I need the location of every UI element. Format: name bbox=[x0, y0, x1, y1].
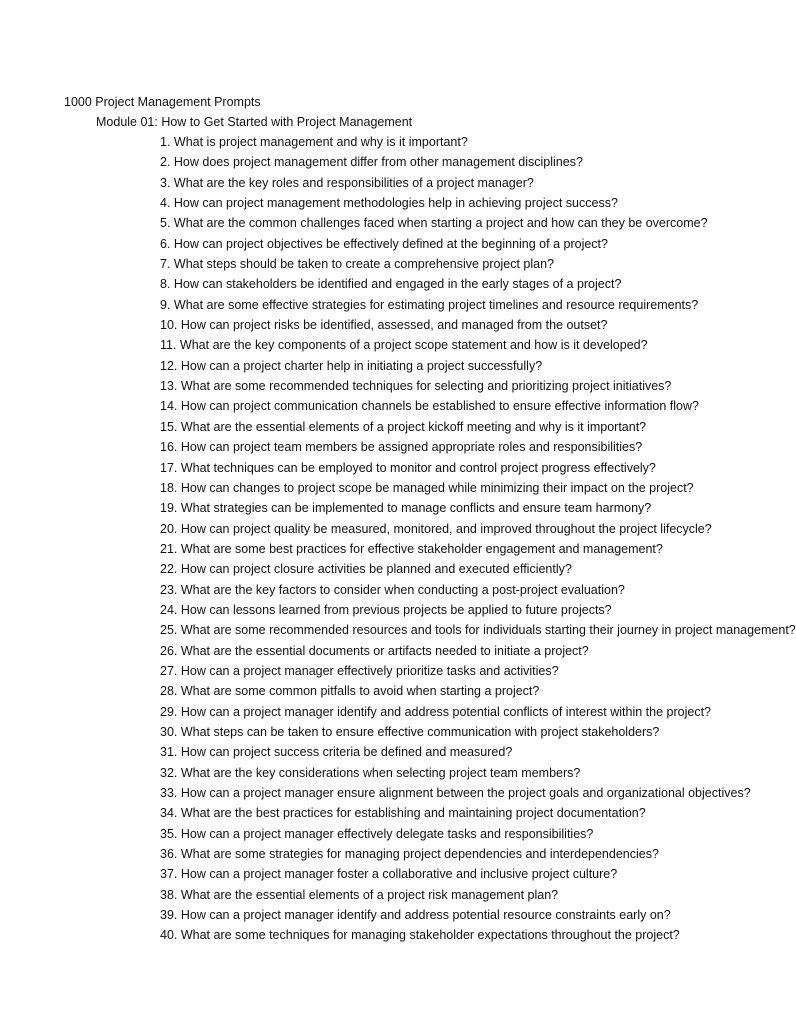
question-item: 19. What strategies can be implemented to manage conflicts and ensure team harmony? bbox=[160, 501, 652, 516]
question-item: 21. What are some best practices for effective stakeholder engagement and management? bbox=[160, 541, 663, 556]
question-item: 37. How can a project manager foster a collaborative and inclusive project culture? bbox=[160, 867, 618, 882]
question-item: 40. What are some techniques for managing stakeholder expectations throughout the project? bbox=[160, 928, 680, 943]
question-item: 38. What are the essential elements of a project risk management plan? bbox=[160, 887, 559, 902]
question-item: 24. How can lessons learned from previous projects be applied to future projects? bbox=[160, 602, 612, 617]
question-item: 4. How can project management methodologies help in achieving project success? bbox=[160, 196, 618, 211]
question-item: 35. How can a project manager effectively delegate tasks and responsibilities? bbox=[160, 826, 594, 841]
question-item: 29. How can a project manager identify and address potential conflicts of interest within the project? bbox=[160, 704, 712, 719]
question-item: 36. What are some strategies for managing project dependencies and interdependencies? bbox=[160, 847, 659, 862]
question-item: 2. How does project management differ from other management disciplines? bbox=[160, 155, 583, 170]
question-item: 25. What are some recommended resources and tools for individuals starting their journey in project management? bbox=[160, 623, 796, 638]
question-item: 5. What are the common challenges faced when starting a project and how can they be overcome? bbox=[160, 216, 708, 231]
question-item: 6. How can project objectives be effectively defined at the beginning of a project? bbox=[160, 236, 608, 251]
question-item: 39. How can a project manager identify and address potential resource constraints early on? bbox=[160, 908, 671, 923]
question-item: 14. How can project communication channels be established to ensure effective information flow? bbox=[160, 399, 699, 414]
question-item: 31. How can project success criteria be defined and measured? bbox=[160, 745, 513, 760]
question-item: 3. What are the key roles and responsibilities of a project manager? bbox=[160, 175, 534, 190]
question-item: 20. How can project quality be measured, monitored, and improved throughout the project lifecycle? bbox=[160, 521, 712, 536]
question-item: 1. What is project management and why is it important? bbox=[160, 135, 468, 149]
question-item: 32. What are the key considerations when selecting project team members? bbox=[160, 765, 581, 780]
question-item: 18. How can changes to project scope be managed while minimizing their impact on the project? bbox=[160, 480, 694, 495]
question-item: 33. How can a project manager ensure alignment between the project goals and organizational objectives? bbox=[160, 786, 751, 800]
question-item: 9. What are some effective strategies for estimating project timelines and resource requirements? bbox=[160, 297, 699, 312]
question-item: 7. What steps should be taken to create a comprehensive project plan? bbox=[160, 257, 554, 272]
module-heading: Module 01: How to Get Started with Project Management bbox=[96, 115, 413, 129]
question-item: 22. How can project closure activities be planned and executed efficiently? bbox=[160, 562, 572, 577]
question-list bbox=[160, 132, 796, 946]
question-item: 23. What are the key factors to consider when conducting a post-project evaluation? bbox=[160, 582, 625, 597]
question-item: 15. What are the essential elements of a project kickoff meeting and why is it important? bbox=[160, 419, 647, 434]
question-item: 26. What are the essential documents or artifacts needed to initiate a project? bbox=[160, 643, 589, 658]
question-item: 30. What steps can be taken to ensure effective communication with project stakeholders? bbox=[160, 724, 660, 739]
question-item: 34. What are the best practices for establishing and maintaining project documentation? bbox=[160, 806, 646, 821]
question-item: 17. What techniques can be employed to monitor and control project progress effectively? bbox=[160, 460, 656, 475]
question-item: 16. How can project team members be assigned appropriate roles and responsibilities? bbox=[160, 440, 643, 455]
question-item: 12. How can a project charter help in initiating a project successfully? bbox=[160, 358, 543, 373]
question-item: 10. How can project risks be identified, assessed, and managed from the outset? bbox=[160, 318, 608, 333]
question-item: 11. What are the key components of a project scope statement and how is it developed? bbox=[160, 338, 648, 353]
question-item: 28. What are some common pitfalls to avoid when starting a project? bbox=[160, 684, 540, 699]
question-item: 8. How can stakeholders be identified and engaged in the early stages of a project? bbox=[160, 277, 622, 292]
question-item: 27. How can a project manager effectively prioritize tasks and activities? bbox=[160, 663, 559, 678]
document-title: 1000 Project Management Prompts bbox=[64, 95, 261, 109]
question-item: 13. What are some recommended techniques for selecting and prioritizing project initiatives? bbox=[160, 379, 672, 394]
